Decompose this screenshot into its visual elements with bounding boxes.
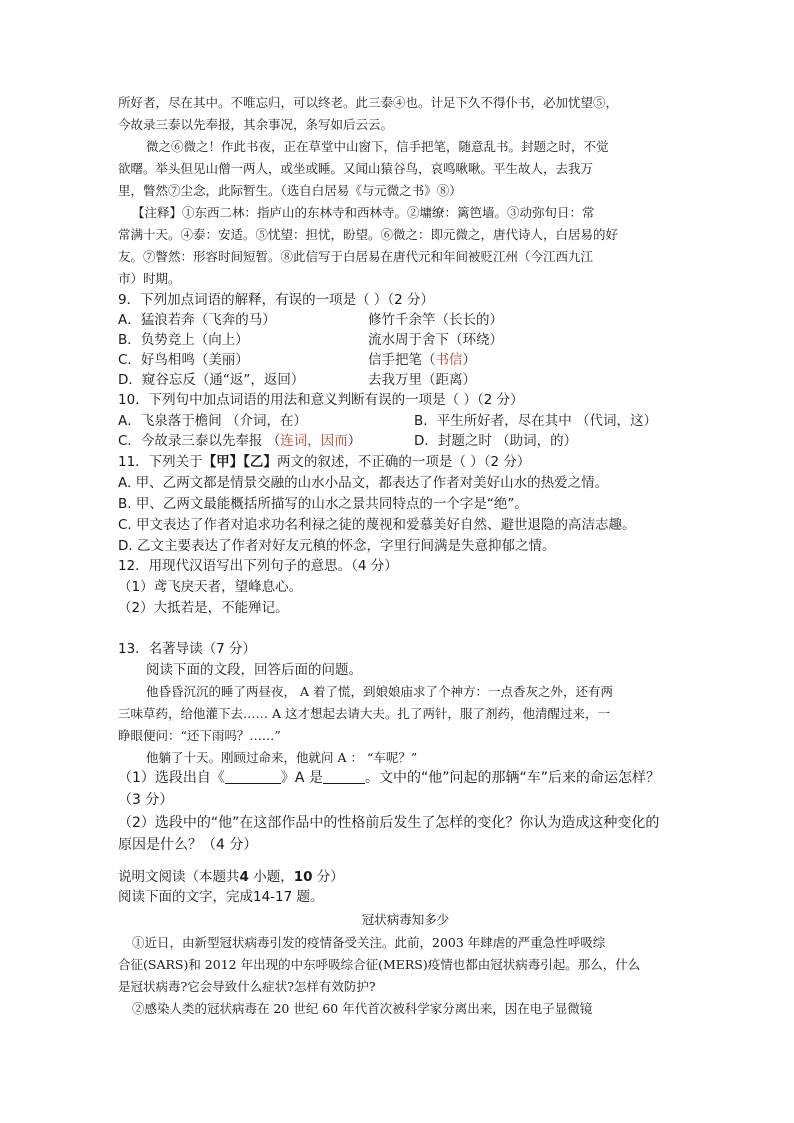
q13-intro: 阅读下面的文段，回答后面的问题。 — [146, 662, 362, 678]
q10-option-d: D．封题之时 （助词，的） — [414, 433, 578, 449]
q11-option-d: D. 乙文主要表达了作者对好友元稹的怀念，字里行间满是失意抑郁之情。 — [118, 538, 556, 554]
section-heading-score: 10 — [293, 869, 313, 885]
q9-b-right: 流水周于舍下（环绕） — [368, 332, 503, 348]
passage-line: 所好者，尽在其中。不唯忘归，可以终老。此三泰④也。计足下久不得仆书，必加忧望⑤， — [118, 95, 619, 110]
q11-option-a: A. 甲、乙两文都是情景交融的山水小品文，都表达了作者对美好山水的热爱之情。 — [118, 475, 609, 491]
q13-part-1 — [118, 768, 693, 788]
passage-line: 里，瞥然⑦尘念，此际暂生。（选自白居易《与元微之书》⑧） — [118, 183, 462, 198]
q11-stem-a: 11．下列关于 — [118, 454, 203, 470]
book-title-blank[interactable] — [225, 769, 281, 784]
q11-option-c: C. 甲文表达了作者对追求功名利禄之徒的蔑视和爱慕美好自然、避世退隐的高洁志趣。 — [118, 517, 636, 533]
q11-stem-bold: 【甲】【乙】 — [202, 454, 277, 470]
article-paragraph-line: ①近日，由新型冠状病毒引发的疫情备受关注。此前，2003 年肆虐的严重急性呼吸综 — [132, 935, 606, 950]
q9-b-left: B．负势竞上（向上） — [118, 332, 249, 348]
question-10-stem: 10．下列句中加点词语的用法和意义判断有误的一项是（ ）（2 分） — [118, 392, 524, 408]
section-heading-count: 4 — [239, 869, 249, 885]
q13-excerpt-line: 他躺了十天。刚顾过命来，他就问 A ： “车呢？” — [146, 750, 418, 765]
question-13-stem: 13．名著导读（7 分） — [118, 641, 257, 657]
section-heading-b: 小题， — [248, 869, 294, 885]
q12-sentence-1: （1）鸢飞戾天者，望峰息心。 — [118, 579, 303, 595]
q9-option-d — [118, 370, 693, 390]
q9-option-b — [118, 330, 693, 350]
section-heading — [118, 867, 693, 887]
q10-c-close: ） — [347, 433, 362, 449]
q10-c-highlight: 连词，因而 — [280, 433, 348, 449]
q13-p1-text-b: 》A 是 — [280, 770, 323, 786]
q10-row-ab — [118, 411, 693, 431]
passage-line: 微之⑥微之！作此书夜，正在草堂中山窗下，信手把笔，随意乱书。封题之时，不觉 — [146, 139, 609, 154]
question-11-stem — [118, 452, 693, 472]
q10-c-text: C．今故录三泰以先奉报 （ — [118, 433, 281, 449]
article-paragraph-line: 合征(SARS)和 2012 年出现的中东呼吸综合征(MERS)疫情也都由冠状病毒引起。那么，什么 — [118, 957, 641, 972]
q13-excerpt-line: 他昏昏沉沉的睡了两昼夜， A 着了慌，到娘娘庙求了个神方：一点香灰之外，还有两 — [146, 684, 613, 699]
q9-d-right: 去我万里（距离） — [368, 372, 476, 388]
section-heading-c: 分） — [312, 869, 344, 885]
q11-stem-b: 两文的叙述，不正确的一项是（ ）（2 分） — [276, 454, 531, 470]
passage-line: 今故录三泰以先奉报，其余事况，条写如后云云。 — [118, 117, 394, 132]
annotation-line: 【注释】①东西二林：指庐山的东林寺和西林寺。②墉缭：篱笆墙。③动弥旬日：常 — [132, 205, 595, 220]
question-9-stem: 9．下列加点词语的解释，有误的一项是（ ）（2 分） — [118, 292, 435, 308]
q9-option-c — [118, 350, 693, 370]
q13-part-1-score: （3 分） — [118, 792, 174, 808]
q10-option-c — [118, 433, 361, 449]
q9-a-right: 修竹千余竿（长长的） — [368, 312, 503, 328]
q9-c-right-close: ） — [462, 352, 476, 368]
q10-option-a: A．飞泉落于檐间 （介词，在） — [118, 413, 308, 429]
q9-c-right-text: 信手把笔（ — [368, 352, 436, 368]
q13-part-2-cont: 原因是什么？（4 分） — [118, 837, 258, 853]
q9-a-left: A．猛浪若奔（飞奔的马） — [118, 312, 276, 328]
article-paragraph-line: 是冠状病毒?它会导致什么症状?怎样有效防护? — [118, 979, 376, 994]
q10-option-b: B．平生所好者，尽在其中 （代词，这） — [414, 413, 658, 429]
section-intro: 阅读下面的文字，完成14-17 题。 — [118, 889, 324, 905]
character-a-blank[interactable] — [323, 769, 365, 784]
q9-d-left: D．窥谷忘反（通“返”，返回） — [118, 372, 305, 388]
question-12-stem: 12．用现代汉语写出下列句子的意思。（4 分） — [118, 558, 398, 574]
q13-excerpt-line: 睁眼便问：“还下雨吗？……” — [118, 728, 281, 743]
article-title: 冠状病毒知多少 — [361, 912, 450, 927]
annotation-line: 市）时期。 — [118, 271, 181, 286]
q9-c-highlight: 书信 — [435, 352, 463, 368]
q9-c-right — [368, 350, 476, 370]
q9-c-left: C．好鸟相鸣（美丽） — [118, 352, 249, 368]
q11-option-b: B. 甲、乙两文最能概括所描写的山水之景共同特点的一个字是“绝”。 — [118, 496, 528, 512]
q10-row-cd — [118, 431, 693, 451]
q13-part-2: （2）选段中的“他”在这部作品中的性格前后发生了怎样的变化？你认为造成这种变化的 — [118, 815, 660, 831]
article-paragraph-line: ②感染人类的冠状病毒在 20 世纪 60 年代首次被科学家分离出来，因在电子显微镜 — [132, 1001, 593, 1016]
annotation-line: 常满十天。④泰：安适。⑤忧望：担忧，盼望。⑥微之：即元微之，唐代诗人，白居易的好 — [118, 227, 619, 242]
passage-line: 欲曙。举头但见山僧一两人，或坐或睡。又闻山猿谷鸟，哀鸣啾啾。平生故人，去我万 — [118, 161, 594, 176]
annotation-line: 友。⑦瞥然：形容时间短暂。⑧此信写于白居易在唐代元和年间被贬江州（今江西九江 — [118, 249, 594, 264]
q13-p1-text-c: 。文中的“他”问起的那辆“车”后来的命运怎样？ — [364, 770, 660, 786]
q13-p1-text-a: （1）选段出自《 — [118, 770, 225, 786]
section-heading-a: 说明文阅读（本题共 — [118, 869, 240, 885]
q13-excerpt-line: 三味草药，给他灌下去…… A 这才想起去请大夫。扎了两针，服了剂药，他清醒过来，一 — [118, 706, 610, 721]
q9-option-a — [118, 310, 693, 330]
q12-sentence-2: （2）大抵若是，不能殚记。 — [118, 600, 289, 616]
